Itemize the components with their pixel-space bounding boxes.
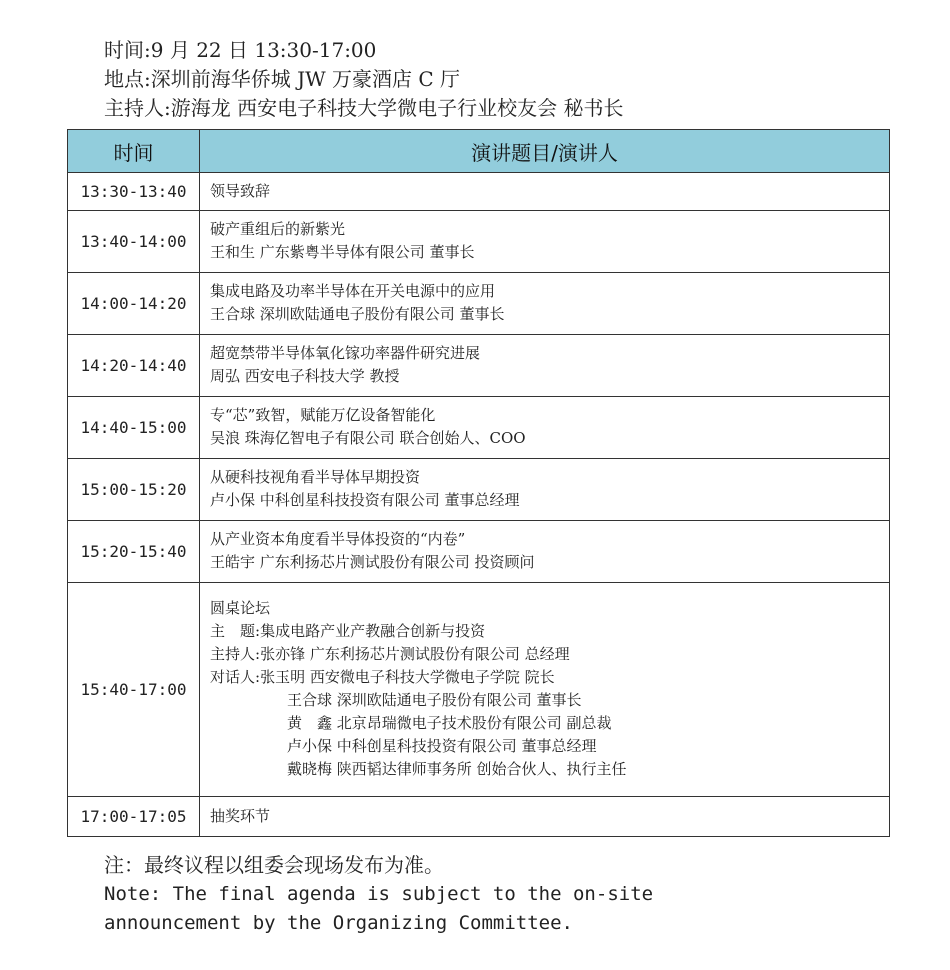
panel-theme: 主 题:集成电路产业产教融合创新与投资 <box>210 622 486 640</box>
row-content <box>200 173 890 211</box>
row-speaker: 卢小保 中科创星科技投资有限公司 董事总经理 <box>210 491 520 509</box>
note-cn: 注：最终议程以组委会现场发布为准。 <box>104 853 444 877</box>
event-venue: 地点:深圳前海华侨城 JW 万豪酒店 C 厅 <box>104 67 461 91</box>
agenda-table <box>67 129 890 837</box>
table-row <box>68 335 890 397</box>
table-row-panel <box>68 583 890 797</box>
row-speaker: 吴浪 珠海亿智电子有限公司 联合创始人、COO <box>210 429 526 447</box>
row-time: 14:00-14:20 <box>68 273 200 335</box>
row-title: 集成电路及功率半导体在开关电源中的应用 <box>210 282 496 300</box>
row-speaker: 王和生 广东紫粤半导体有限公司 董事长 <box>210 243 475 261</box>
panel-participant: 对话人:张玉明 西安微电子科技大学微电子学院 院长 <box>210 668 555 686</box>
panel-participant: 戴晓梅 陕西韬达律师事务所 创始合伙人、执行主任 <box>287 760 627 778</box>
row-title: 专“芯”致智，赋能万亿设备智能化 <box>210 406 436 424</box>
agenda-notes <box>104 851 653 938</box>
table-row <box>68 273 890 335</box>
row-time: 14:20-14:40 <box>68 335 200 397</box>
row-title: 从硬科技视角看半导体早期投资 <box>210 468 421 486</box>
row-time: 15:20-15:40 <box>68 521 200 583</box>
header-topic: 演讲题目/演讲人 <box>200 130 890 173</box>
table-header <box>68 130 890 173</box>
row-title: 领导致辞 <box>210 181 271 200</box>
panel-participant: 王合球 深圳欧陆通电子股份有限公司 董事长 <box>287 691 582 709</box>
row-content <box>200 335 890 397</box>
event-time: 时间:9 月 22 日 13:30-17:00 <box>104 38 377 62</box>
table-row <box>68 211 890 273</box>
row-title: 从产业资本角度看半导体投资的“内卷” <box>210 530 466 548</box>
row-time: 15:00-15:20 <box>68 459 200 521</box>
row-content <box>200 797 890 837</box>
panel-content <box>200 583 890 797</box>
row-content <box>200 211 890 273</box>
table-row <box>68 797 890 837</box>
panel-participant: 卢小保 中科创星科技投资有限公司 董事总经理 <box>287 737 597 755</box>
row-time: 13:40-14:00 <box>68 211 200 273</box>
note-en-line1: Note: The final agenda is subject to the on-site <box>104 883 654 905</box>
row-content <box>200 397 890 459</box>
table-row <box>68 521 890 583</box>
row-time: 13:30-13:40 <box>68 173 200 211</box>
table-row <box>68 397 890 459</box>
note-en-line2: announcement by the Organizing Committee. <box>104 912 573 934</box>
table-row <box>68 459 890 521</box>
row-content <box>200 521 890 583</box>
event-host: 主持人:游海龙 西安电子科技大学微电子行业校友会 秘书长 <box>104 96 624 120</box>
row-content <box>200 459 890 521</box>
row-time: 14:40-15:00 <box>68 397 200 459</box>
row-title: 破产重组后的新紫光 <box>210 220 346 238</box>
panel-title: 圆桌论坛 <box>210 599 271 617</box>
row-title: 超宽禁带半导体氧化镓功率器件研究进展 <box>210 344 481 362</box>
row-content <box>200 273 890 335</box>
row-time: 17:00-17:05 <box>68 797 200 837</box>
row-time: 15:40-17:00 <box>68 583 200 797</box>
event-info <box>104 36 623 123</box>
row-speaker: 王皓宇 广东利扬芯片测试股份有限公司 投资顾问 <box>210 553 535 571</box>
header-time: 时间 <box>68 130 200 173</box>
row-speaker: 王合球 深圳欧陆通电子股份有限公司 董事长 <box>210 305 505 323</box>
row-title: 抽奖环节 <box>210 806 271 825</box>
panel-participant: 黄 鑫 北京昂瑞微电子技术股份有限公司 副总裁 <box>287 714 612 732</box>
panel-host: 主持人:张亦锋 广东利扬芯片测试股份有限公司 总经理 <box>210 645 570 663</box>
row-speaker: 周弘 西安电子科技大学 教授 <box>210 367 400 385</box>
table-row <box>68 173 890 211</box>
